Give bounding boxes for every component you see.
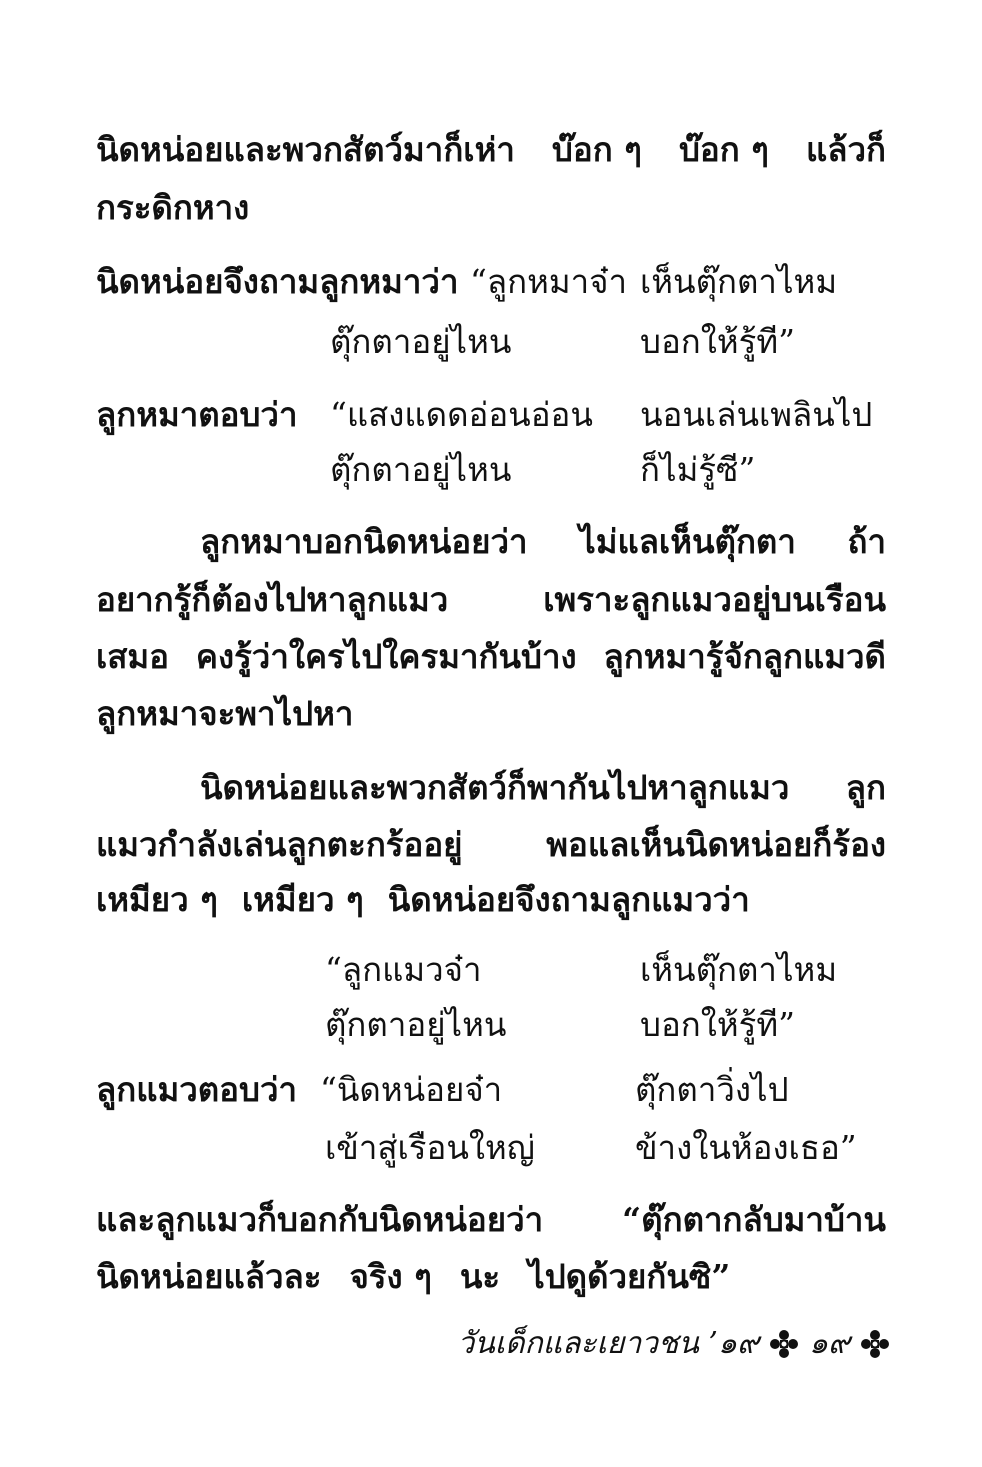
verse-speaker: นิดหน่อยจึงถามลูกหมาว่า [96, 262, 459, 301]
verse-line: บอกให้รู้ที” [640, 322, 795, 361]
text-segment: นิดหน่อยและพวกสัตว์ก็พากันไปหาลูกแมว [200, 768, 790, 807]
text-segment: นิดหน่อยจึงถามลูกแมวว่า [387, 880, 750, 919]
verse-line: “นิดหน่อยจ๋า [320, 1070, 503, 1109]
text-segment: นิดหน่อยและพวกสัตว์มาก็เห่า [96, 130, 515, 169]
text-segment: นิดหน่อยแล้วละ [96, 1257, 322, 1296]
text-segment: ไปดูด้วยกันซิ” [528, 1257, 731, 1296]
verse-line: ก็ไม่รู้ซี” [640, 450, 756, 489]
text-segment: นะ [459, 1257, 501, 1296]
verse-line: เห็นตุ๊กตาไหม [640, 950, 838, 989]
flower-ornament-icon [769, 1329, 799, 1359]
text-segment: เสมอ [96, 637, 169, 676]
text-segment: อยากรู้ก็ต้องไปหาลูกแมว [96, 580, 449, 619]
paragraph-4-line-4: ลูกหมาจะพาไปหา [96, 694, 354, 733]
text-segment: และลูกแมวก็บอกกับนิดหน่อยว่า [96, 1200, 544, 1239]
text-segment: ลูก [845, 768, 886, 807]
text-segment: เหมียว ๆ [96, 880, 218, 919]
verse-line: ตุ๊กตาอยู่ไหน [325, 1005, 507, 1044]
verse-line: เข้าสู่เรือนใหญ่ [325, 1128, 535, 1167]
verse-line: ตุ๊กตาอยู่ไหน [330, 450, 512, 489]
verse-line: นอนเล่นเพลินไป [640, 395, 873, 434]
verse-speaker: ลูกหมาตอบว่า [96, 395, 298, 434]
text-segment: แล้วก็ [805, 130, 886, 169]
text-segment: ลูกหมาบอกนิดหน่อยว่า [200, 522, 528, 561]
verse-line: “แสงแดดอ่อนอ่อน [330, 395, 593, 434]
paragraph-1-line-1 [96, 130, 886, 170]
verse-line: บอกให้รู้ที” [640, 1005, 795, 1044]
verse-line: ตุ๊กตาอยู่ไหน [330, 322, 512, 361]
text-segment: ไม่แลเห็นตุ๊กตา [579, 522, 796, 561]
verse-line: ตุ๊กตาวิ่งไป [635, 1070, 789, 1109]
text-segment: “ตุ๊กตากลับมาบ้าน [622, 1200, 886, 1239]
text-segment: แมวกำลังเล่นลูกตะกร้ออยู่ [96, 825, 463, 864]
paragraph-4-line-2 [96, 580, 886, 620]
verse-line: เห็นตุ๊กตาไหม [640, 262, 838, 301]
verse-line: “ลูกหมาจ๋า [470, 262, 627, 301]
verse-line: “ลูกแมวจ๋า [325, 950, 482, 989]
text-segment: เหมียว ๆ [241, 880, 364, 919]
text-segment: ถ้า [847, 522, 886, 561]
text-segment: บ๊อก ๆ [551, 130, 642, 169]
paragraph-8-line-1 [96, 1200, 886, 1240]
text-segment: จริง ๆ [349, 1257, 432, 1296]
verse-line: ข้างในห้องเธอ” [635, 1128, 857, 1167]
paragraph-4-line-1 [200, 522, 886, 562]
page-number: ๑๙ [808, 1326, 850, 1361]
paragraph-5-line-3 [96, 880, 886, 920]
verse-speaker: ลูกแมวตอบว่า [96, 1070, 298, 1109]
paragraph-5-line-2 [96, 825, 886, 865]
flower-ornament-icon [860, 1329, 890, 1359]
page-footer [420, 1320, 890, 1367]
paragraph-1-line-2: กระดิกหาง [96, 188, 250, 227]
text-segment: เพราะลูกแมวอยู่บนเรือน [543, 580, 886, 619]
text-segment: คงรู้ว่าใครไปใครมากันบ้าง [195, 637, 577, 676]
text-segment: บ๊อก ๆ [678, 130, 769, 169]
paragraph-5-line-1 [200, 768, 886, 808]
text-segment: ลูกหมารู้จักลูกแมวดี [603, 637, 886, 676]
text-segment: พอแลเห็นนิดหน่อยก็ร้อง [546, 825, 886, 864]
paragraph-8-line-2 [96, 1257, 886, 1297]
paragraph-4-line-3 [96, 637, 886, 677]
footer-title: วันเด็กและเยาวชน ’๑๙ [457, 1326, 759, 1361]
